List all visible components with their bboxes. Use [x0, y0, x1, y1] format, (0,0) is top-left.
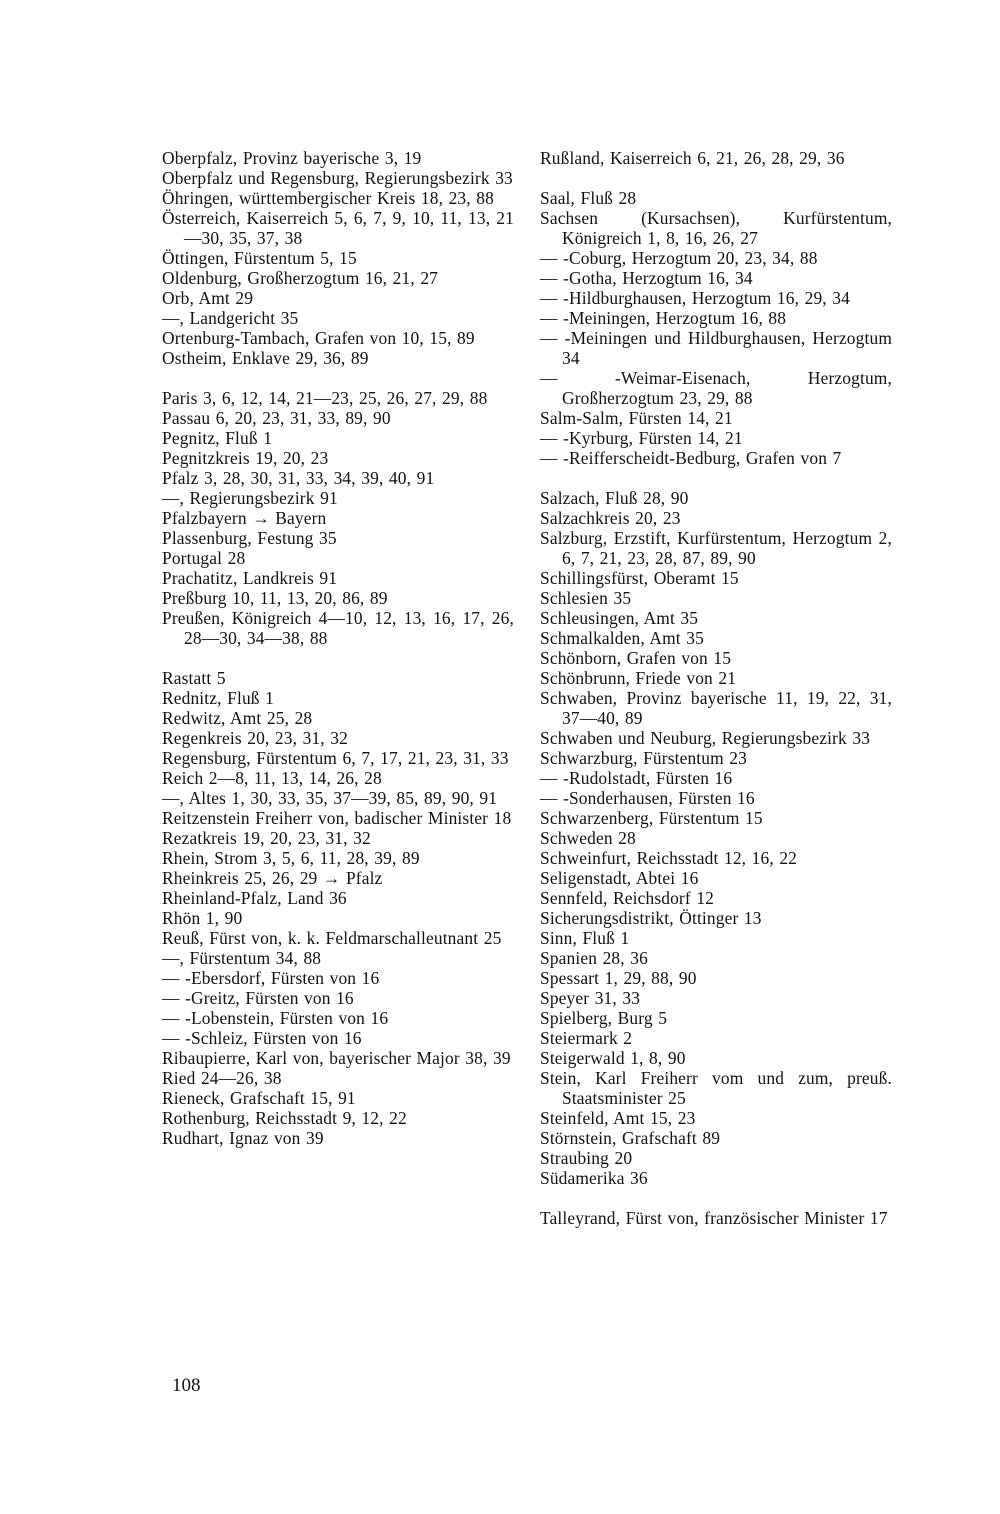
group-gap: [162, 368, 514, 388]
index-entry: Sinn, Fluß 1: [540, 928, 630, 948]
index-entry: Rheinkreis 25, 26, 29 → Pfalz: [162, 868, 383, 888]
index-entry: — -Sonderhausen, Fürsten 16: [540, 788, 755, 808]
index-entry: Pegnitz, Fluß 1: [162, 428, 273, 448]
index-entry: Reuß, Fürst von, k. k. Feldmarschalleutnant 25: [162, 928, 502, 948]
index-entry: Schwarzenberg, Fürstentum 15: [540, 808, 763, 828]
index-entry: Schwaben und Neuburg, Regierungsbezirk 33: [540, 728, 871, 748]
index-entry: Sicherungsdistrikt, Öttinger 13: [540, 908, 762, 928]
index-entry: — -Lobenstein, Fürsten von 16: [162, 1008, 389, 1028]
index-entry: Schwaben, Provinz bayerische 11, 19, 22, 31, 37—40, 89: [540, 688, 892, 728]
index-entry: — -Meiningen, Herzogtum 16, 88: [540, 308, 787, 328]
index-entry: Schönbrunn, Friede von 21: [540, 668, 737, 688]
index-entry: Pfalzbayern → Bayern: [162, 508, 327, 528]
index-entry: Plassenburg, Festung 35: [162, 528, 337, 548]
index-entry: Rheinland-Pfalz, Land 36: [162, 888, 347, 908]
index-entry: Talleyrand, Fürst von, französischer Minister 17: [540, 1208, 888, 1228]
index-entry: — -Hildburghausen, Herzogtum 16, 29, 34: [540, 288, 850, 308]
index-entry: — -Gotha, Herzogtum 16, 34: [540, 268, 753, 288]
index-entry: —, Altes 1, 30, 33, 35, 37—39, 85, 89, 90, 91: [162, 788, 498, 808]
index-entry: — -Coburg, Herzogtum 20, 23, 34, 88: [540, 248, 818, 268]
index-entry: Spanien 28, 36: [540, 948, 648, 968]
index-entry: Paris 3, 6, 12, 14, 21—23, 25, 26, 27, 29, 88: [162, 388, 488, 408]
index-entry: — -Reifferscheidt-Bedburg, Grafen von 7: [540, 448, 842, 468]
index-entry: Schmalkalden, Amt 35: [540, 628, 704, 648]
index-entry: Schlesien 35: [540, 588, 632, 608]
index-entry: — -Kyrburg, Fürsten 14, 21: [540, 428, 743, 448]
index-entry: Österreich, Kaiserreich 5, 6, 7, 9, 10, 11, 13, 21—30, 35, 37, 38: [162, 208, 514, 248]
index-entry: Pegnitzkreis 19, 20, 23: [162, 448, 329, 468]
index-entry: Prachatitz, Landkreis 91: [162, 568, 338, 588]
index-entry: Reich 2—8, 11, 13, 14, 26, 28: [162, 768, 382, 788]
index-column-right: [540, 148, 892, 1228]
group-gap: [540, 1188, 892, 1208]
index-entry: Rezatkreis 19, 20, 23, 31, 32: [162, 828, 371, 848]
index-entry: — -Weimar-Eisenach, Herzogtum, Großherzogtum 23, 29, 88: [540, 368, 892, 408]
index-entry: Regenkreis 20, 23, 31, 32: [162, 728, 348, 748]
index-entry: Öhringen, württembergischer Kreis 18, 23, 88: [162, 188, 494, 208]
index-entry: Schönborn, Grafen von 15: [540, 648, 732, 668]
group-gap: [540, 168, 892, 188]
index-entry: Schleusingen, Amt 35: [540, 608, 699, 628]
index-entry: Ostheim, Enklave 29, 36, 89: [162, 348, 369, 368]
index-entry: Oberpfalz und Regensburg, Regierungsbezirk 33: [162, 168, 513, 188]
index-entry: Ribaupierre, Karl von, bayerischer Major 38, 39: [162, 1048, 511, 1068]
index-entry: Öttingen, Fürstentum 5, 15: [162, 248, 357, 268]
index-entry: — -Rudolstadt, Fürsten 16: [540, 768, 733, 788]
index-entry: Rußland, Kaiserreich 6, 21, 26, 28, 29, 36: [540, 148, 845, 168]
index-entry: Passau 6, 20, 23, 31, 33, 89, 90: [162, 408, 391, 428]
index-entry: Störnstein, Grafschaft 89: [540, 1128, 721, 1148]
index-entry: Orb, Amt 29: [162, 288, 254, 308]
index-entry: Rothenburg, Reichsstadt 9, 12, 22: [162, 1108, 407, 1128]
index-entry: Schillingsfürst, Oberamt 15: [540, 568, 739, 588]
index-entry: — -Meiningen und Hildburghausen, Herzogtum 34: [540, 328, 892, 368]
index-entry: —, Regierungsbezirk 91: [162, 488, 338, 508]
page-number: 108: [172, 1375, 201, 1396]
index-entry: Salm-Salm, Fürsten 14, 21: [540, 408, 733, 428]
index-entry: Spessart 1, 29, 88, 90: [540, 968, 697, 988]
index-entry: Rudhart, Ignaz von 39: [162, 1128, 324, 1148]
index-entry: Ortenburg-Tambach, Grafen von 10, 15, 89: [162, 328, 475, 348]
index-entry: Salzach, Fluß 28, 90: [540, 488, 689, 508]
index-column-left: [162, 148, 514, 1148]
index-entry: Oberpfalz, Provinz bayerische 3, 19: [162, 148, 422, 168]
index-entry: Pfalz 3, 28, 30, 31, 33, 34, 39, 40, 91: [162, 468, 435, 488]
index-entry: Speyer 31, 33: [540, 988, 641, 1008]
index-entry: Preßburg 10, 11, 13, 20, 86, 89: [162, 588, 388, 608]
index-entry: Redwitz, Amt 25, 28: [162, 708, 313, 728]
index-entry: —, Fürstentum 34, 88: [162, 948, 322, 968]
index-entry: Rieneck, Grafschaft 15, 91: [162, 1088, 356, 1108]
index-entry: Südamerika 36: [540, 1168, 648, 1188]
group-gap: [162, 648, 514, 668]
index-entry: Reitzenstein Freiherr von, badischer Minister 18: [162, 808, 512, 828]
index-entry: Steiermark 2: [540, 1028, 633, 1048]
index-entry: Straubing 20: [540, 1148, 633, 1168]
index-entry: Saal, Fluß 28: [540, 188, 637, 208]
index-entry: Salzburg, Erzstift, Kurfürstentum, Herzogtum 2, 6, 7, 21, 23, 28, 87, 89, 90: [540, 528, 892, 568]
index-entry: Ried 24—26, 38: [162, 1068, 282, 1088]
index-entry: Oldenburg, Großherzogtum 16, 21, 27: [162, 268, 439, 288]
index-entry: Salzachkreis 20, 23: [540, 508, 681, 528]
index-entry: Regensburg, Fürstentum 6, 7, 17, 21, 23, 31, 33: [162, 748, 509, 768]
index-entry: Sachsen (Kursachsen), Kurfürstentum, Königreich 1, 8, 16, 26, 27: [540, 208, 892, 248]
index-entry: — -Schleiz, Fürsten von 16: [162, 1028, 362, 1048]
index-entry: Sennfeld, Reichsdorf 12: [540, 888, 715, 908]
index-entry: Stein, Karl Freiherr vom und zum, preuß. Staatsminister 25: [540, 1068, 892, 1108]
index-entry: Steigerwald 1, 8, 90: [540, 1048, 686, 1068]
index-entry: Rhein, Strom 3, 5, 6, 11, 28, 39, 89: [162, 848, 420, 868]
index-entry: Preußen, Königreich 4—10, 12, 13, 16, 17, 26, 28—30, 34—38, 88: [162, 608, 514, 648]
index-entry: Steinfeld, Amt 15, 23: [540, 1108, 696, 1128]
index-entry: Seligenstadt, Abtei 16: [540, 868, 699, 888]
index-entry: Rhön 1, 90: [162, 908, 243, 928]
index-entry: Schweinfurt, Reichsstadt 12, 16, 22: [540, 848, 798, 868]
index-entry: —, Landgericht 35: [162, 308, 299, 328]
index-entry: — -Greitz, Fürsten von 16: [162, 988, 354, 1008]
index-entry: Rednitz, Fluß 1: [162, 688, 274, 708]
index-entry: — -Ebersdorf, Fürsten von 16: [162, 968, 380, 988]
index-entry: Schwarzburg, Fürstentum 23: [540, 748, 747, 768]
index-entry: Portugal 28: [162, 548, 246, 568]
index-entry: Spielberg, Burg 5: [540, 1008, 668, 1028]
index-entry: Rastatt 5: [162, 668, 226, 688]
group-gap: [540, 468, 892, 488]
index-entry: Schweden 28: [540, 828, 636, 848]
